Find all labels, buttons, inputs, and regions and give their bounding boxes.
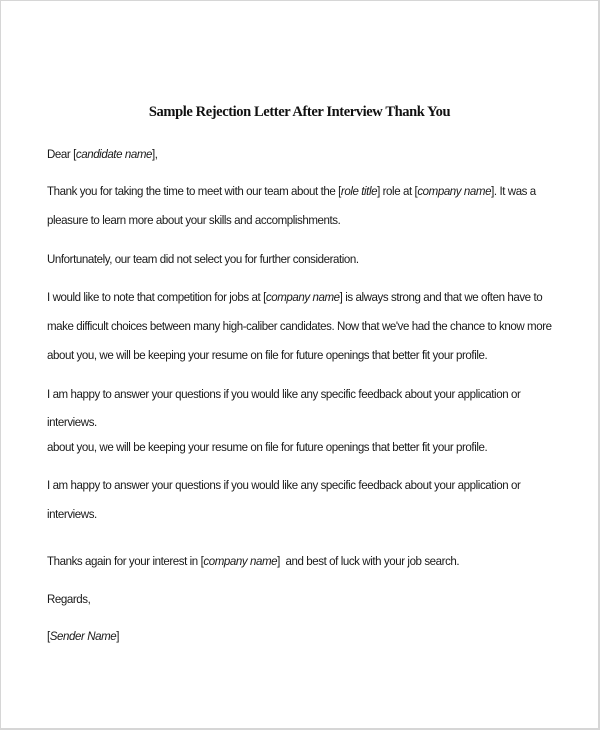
- text-segment: Thank you for taking the time to meet with our team about the [: [47, 184, 341, 198]
- text-segment: Thanks again for your interest in [: [47, 554, 204, 568]
- text-segment: ]. It was a: [491, 184, 536, 198]
- text-segment: ]: [116, 629, 120, 643]
- paragraph3-line2: make difficult choices between many high-caliber candidates. Now that we've had the chance to know more: [47, 319, 552, 333]
- text-segment: [: [47, 629, 50, 643]
- paragraph2: Unfortunately, our team did not select you for further consideration.: [47, 252, 359, 266]
- paragraph1-line1: [47, 184, 536, 198]
- salutation: [47, 147, 158, 161]
- sender-name-placeholder: Sender Name: [49, 629, 117, 643]
- paragraph3-line1: [47, 290, 542, 304]
- company-name-placeholder: company name: [203, 554, 278, 568]
- text-segment: ] role at [: [377, 184, 418, 198]
- paragraph3-line3: about you, we will be keeping your resume on file for future openings that better fit your profile.: [47, 348, 488, 362]
- paragraph4-line2: interviews.: [47, 415, 97, 429]
- document-title: Sample Rejection Letter After Interview Thank You: [148, 104, 451, 120]
- salutation-prefix: Dear [: [47, 147, 76, 161]
- candidate-name-placeholder: candidate name: [75, 147, 153, 161]
- paragraph5-line2: interviews.: [47, 507, 97, 521]
- text-segment: ] and best of luck with your job search.: [277, 554, 460, 568]
- company-name-placeholder: company name: [417, 184, 492, 198]
- signoff: Regards,: [47, 592, 91, 606]
- company-name-placeholder: company name: [265, 290, 340, 304]
- paragraph-repeat-line: about you, we will be keeping your resume on file for future openings that better fit your profile.: [47, 440, 488, 454]
- paragraph1-line2: pleasure to learn more about your skills and accomplishments.: [47, 213, 341, 227]
- role-title-placeholder: role title: [340, 184, 378, 198]
- closing-paragraph: [47, 554, 459, 568]
- text-segment: ] is always strong and that we often have to: [339, 290, 543, 304]
- salutation-suffix: ],: [152, 147, 158, 161]
- paragraph4-line1: I am happy to answer your questions if you would like any specific feedback about your application or: [47, 387, 521, 401]
- text-segment: I would like to note that competition for jobs at [: [47, 290, 266, 304]
- signature: [47, 629, 119, 643]
- paragraph5-line1: I am happy to answer your questions if you would like any specific feedback about your application or: [47, 478, 521, 492]
